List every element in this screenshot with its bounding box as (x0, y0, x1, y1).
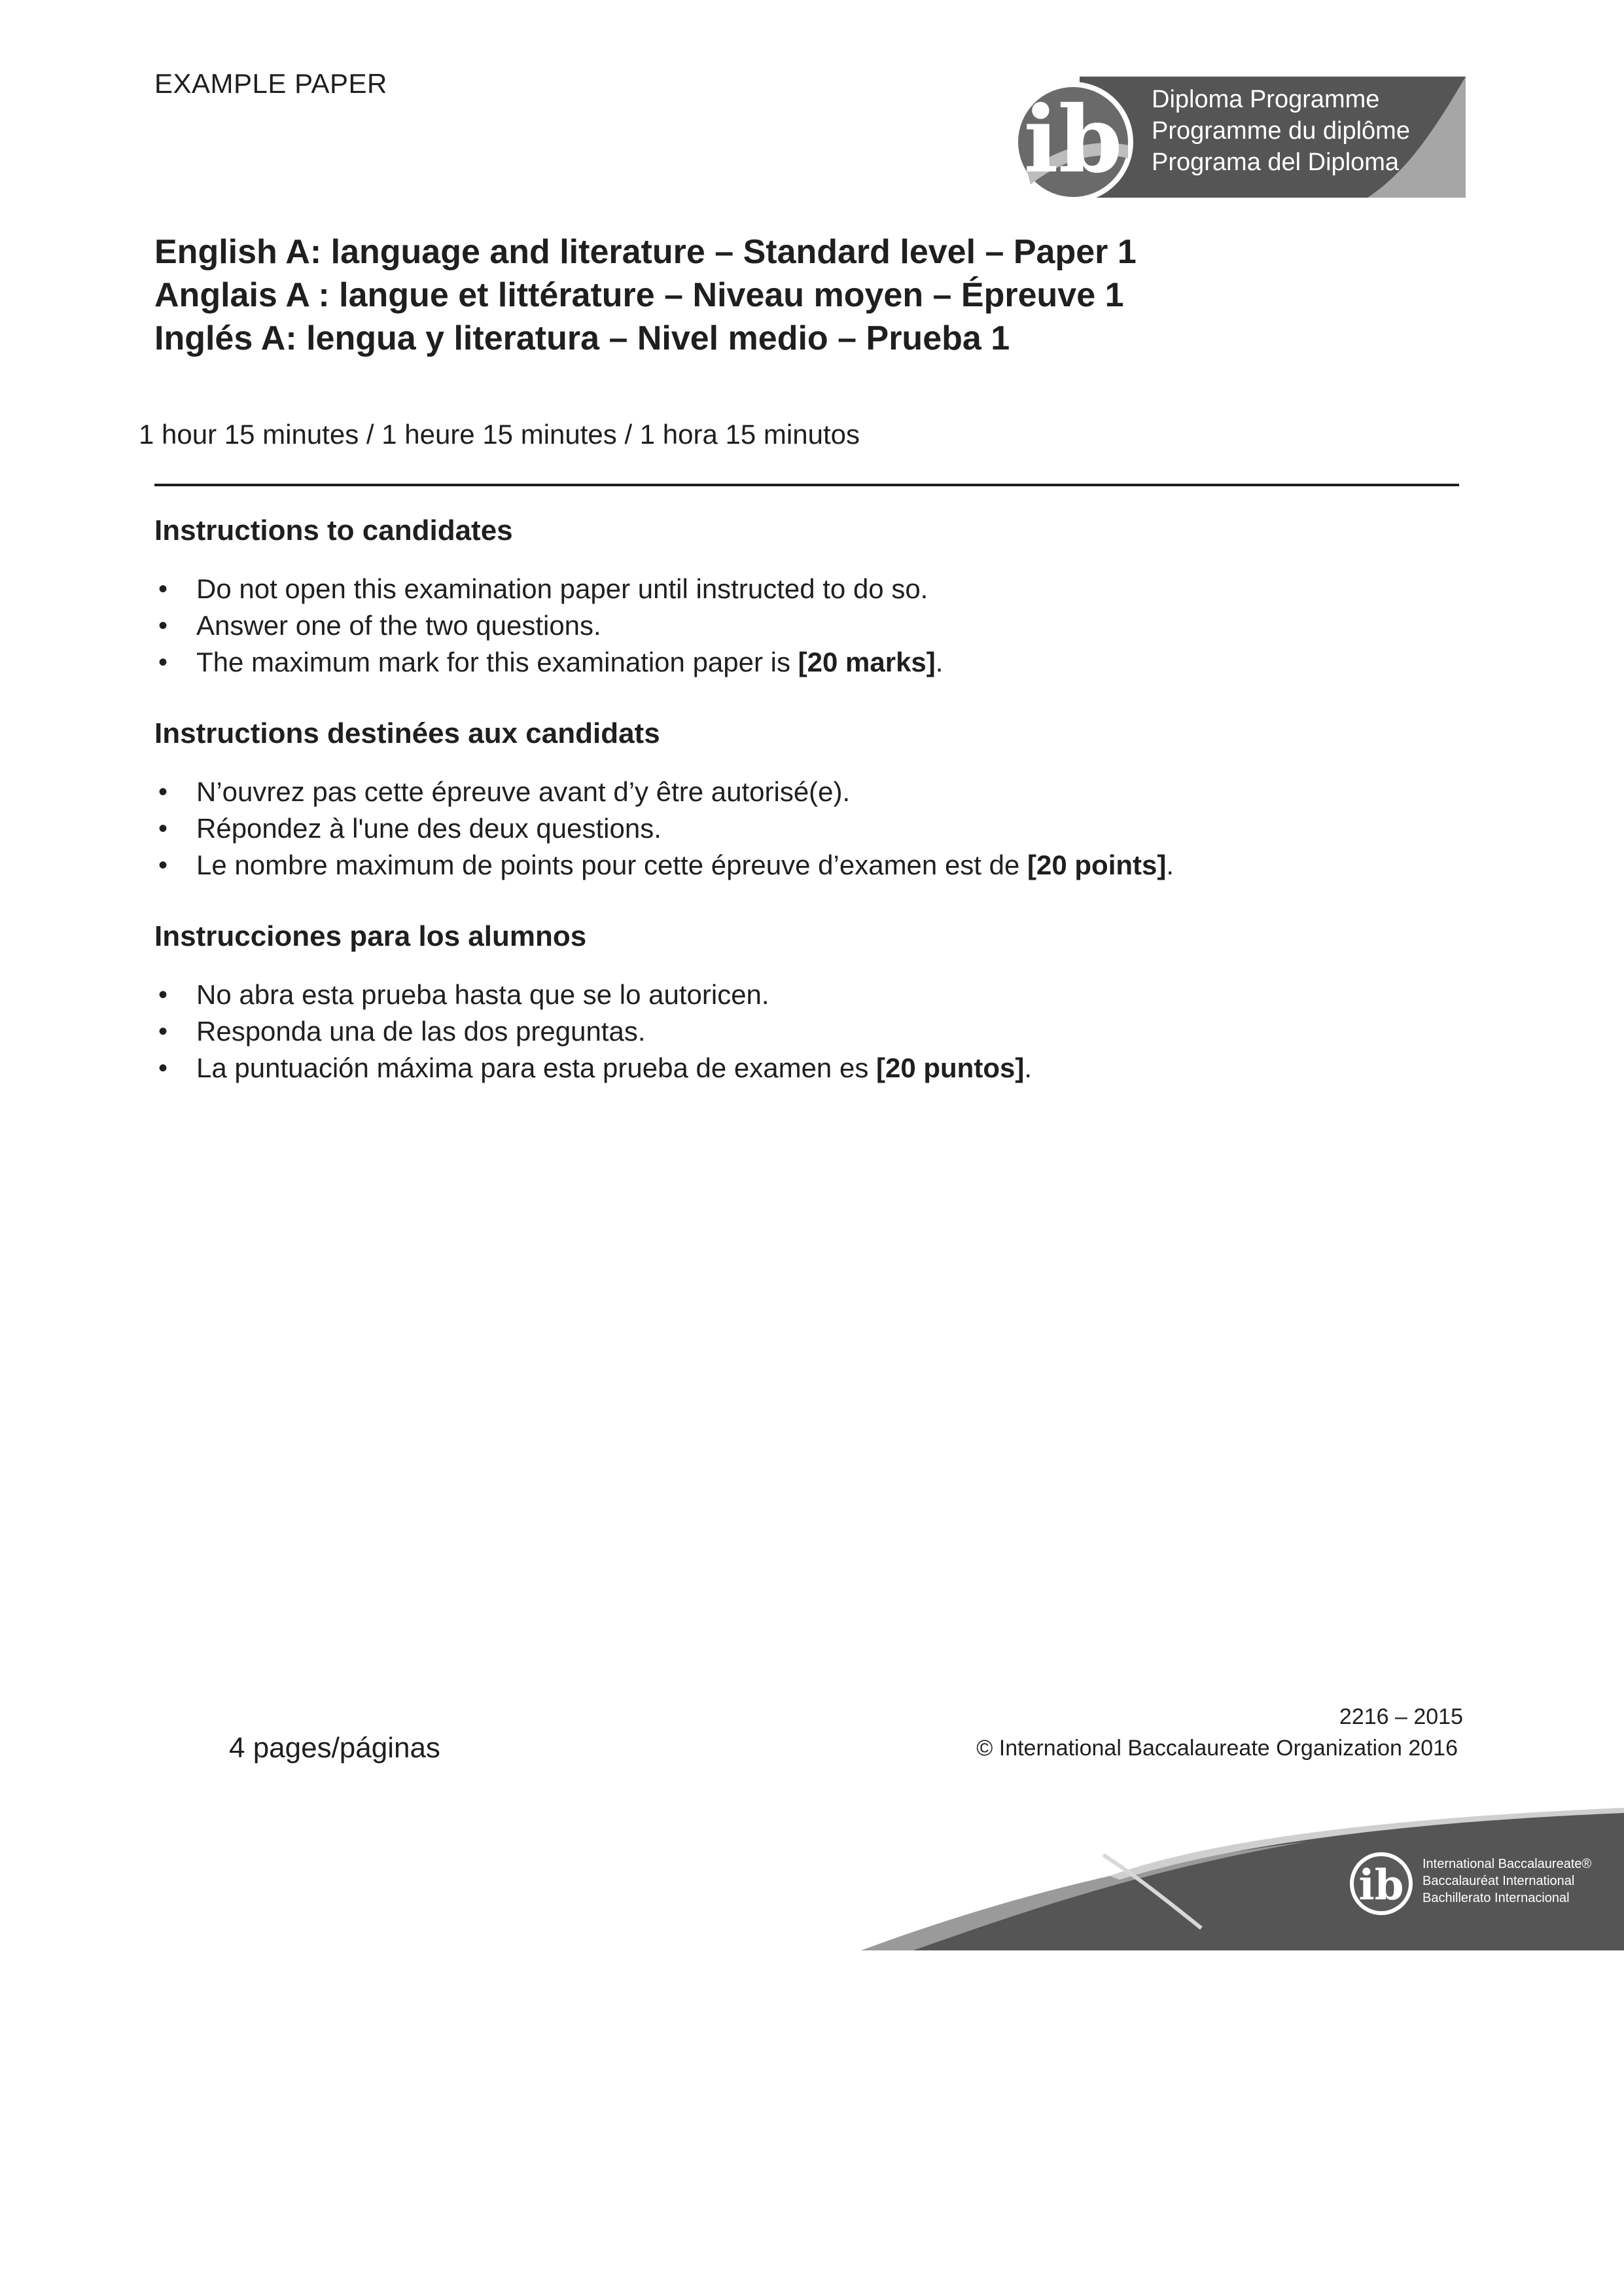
list-item: • No abra esta prueba hasta que se lo autoricen. (154, 977, 1032, 1013)
logo-line-3: Programa del Diploma (1152, 149, 1400, 176)
list-item: • Answer one of the two questions. (154, 607, 943, 644)
bullet-icon: • (158, 851, 168, 880)
logo-line-1: Diploma Programme (1152, 86, 1380, 113)
page-count: 4 pages/páginas (229, 1732, 440, 1764)
list-item: • Le nombre maximum de points pour cette épreuve d’examen est de [20 points]. (154, 847, 1174, 884)
title-english: English A: language and literature – Standard level – Paper 1 (154, 233, 1137, 271)
section-heading-english: Instructions to candidates (154, 514, 513, 547)
copyright-notice: © International Baccalaureate Organization 2016 (976, 1736, 1458, 1761)
bullet-icon: • (158, 575, 168, 603)
exam-duration: 1 hour 15 minutes / 1 heure 15 minutes / 1 hora 15 minutos (139, 419, 860, 450)
bullet-icon: • (158, 611, 168, 640)
marks-emphasis: [20 marks] (798, 647, 936, 677)
title-spanish: Inglés A: lengua y literatura – Nivel medio – Prueba 1 (154, 319, 1010, 357)
instructions-list-english (154, 571, 943, 681)
bullet-icon: • (158, 778, 168, 806)
instructions-list-spanish (154, 977, 1032, 1086)
points-emphasis: [20 points] (1027, 850, 1167, 880)
section-heading-french: Instructions destinées aux candidats (154, 717, 660, 749)
logo-monogram: ib (1023, 86, 1123, 194)
section-heading-spanish: Instrucciones para los alumnos (154, 920, 587, 952)
bullet-icon: • (158, 1054, 168, 1083)
list-item: • N’ouvrez pas cette épreuve avant d’y être autorisé(e). (154, 774, 1174, 810)
divider-rule (154, 484, 1459, 486)
list-item: • Répondez à l'une des deux questions. (154, 810, 1174, 847)
list-item: • Responda una de las dos preguntas. (154, 1013, 1032, 1050)
title-french: Anglais A : langue et littérature – Niveau moyen – Épreuve 1 (154, 276, 1124, 314)
list-item: • Do not open this examination paper until instructed to do so. (154, 571, 943, 607)
banner-line-2: Baccalauréat International (1422, 1874, 1575, 1888)
puntos-emphasis: [20 puntos] (876, 1052, 1025, 1083)
list-item: • The maximum mark for this examination paper is [20 marks]. (154, 644, 943, 681)
instructions-list-french (154, 774, 1174, 884)
banner-line-3: Bachillerato Internacional (1422, 1891, 1570, 1905)
paper-titles (154, 230, 1137, 360)
paper-code: 2216 – 2015 (1339, 1704, 1463, 1729)
bullet-icon: • (158, 814, 168, 843)
bullet-icon: • (158, 648, 168, 677)
bullet-icon: • (158, 980, 168, 1009)
ib-footer-banner (861, 1804, 1624, 1950)
list-item: • La puntuación máxima para esta prueba de examen es [20 puntos]. (154, 1050, 1032, 1086)
example-paper-label: EXAMPLE PAPER (154, 68, 387, 99)
banner-line-1: International Baccalaureate® (1422, 1857, 1592, 1871)
ib-diploma-logo (1001, 73, 1466, 204)
logo-line-2: Programme du diplôme (1152, 117, 1410, 145)
banner-logo-monogram: ib (1358, 1861, 1404, 1910)
bullet-icon: • (158, 1017, 168, 1046)
